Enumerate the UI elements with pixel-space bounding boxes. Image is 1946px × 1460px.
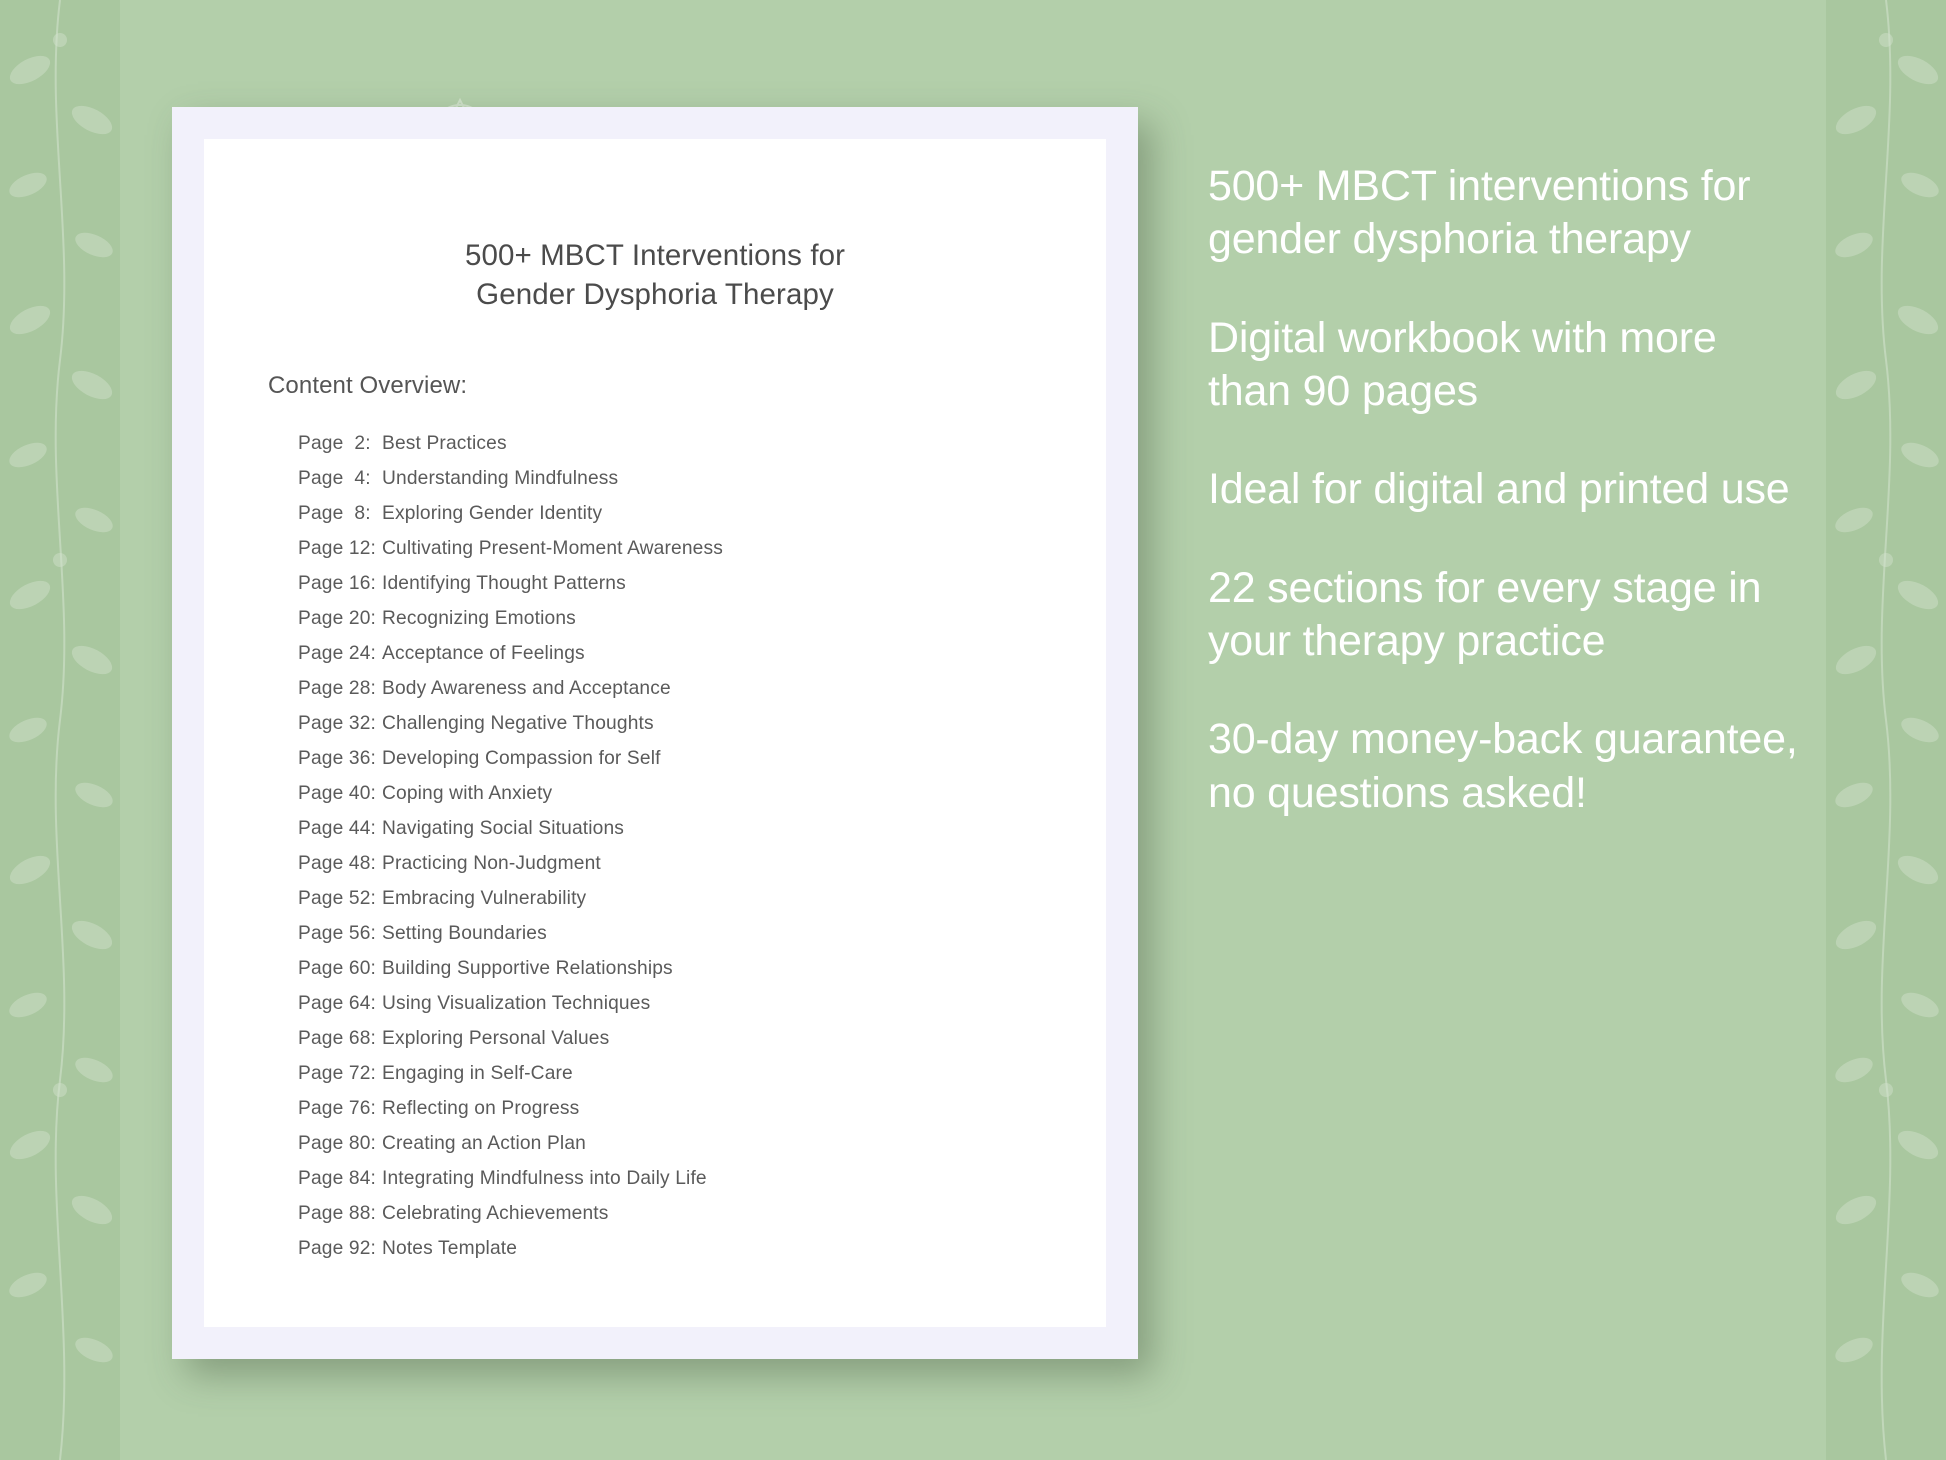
toc-row[interactable]	[298, 1196, 1050, 1231]
toc-entry-label: Body Awareness and Acceptance	[382, 678, 671, 700]
toc-entry-label: Embracing Vulnerability	[382, 887, 587, 909]
toc-page-number: Page 4:	[298, 468, 371, 490]
toc-row[interactable]	[298, 706, 1050, 741]
toc-page-number: Page 56:	[298, 922, 377, 944]
toc-page-number: Page 40:	[298, 783, 377, 805]
toc-row[interactable]	[298, 951, 1050, 986]
toc-entry-label: Practicing Non-Judgment	[382, 852, 601, 874]
toc-entry-label: Engaging in Self-Care	[382, 1062, 573, 1084]
toc-entry-label: Best Practices	[382, 433, 507, 455]
toc-row[interactable]	[298, 1126, 1050, 1161]
toc-row[interactable]	[298, 741, 1050, 776]
marketing-bullet: Ideal for digital and printed use	[1208, 465, 1790, 514]
page-title-line-2: Gender Dysphoria Therapy	[476, 277, 834, 311]
toc-page-number: Page 20:	[298, 608, 377, 630]
marketing-bullet: 500+ MBCT interventions for gender dysphoria therapy	[1208, 162, 1751, 264]
toc-page-number: Page 16:	[298, 573, 377, 595]
toc-entry-label: Creating an Action Plan	[382, 1132, 586, 1154]
toc-page-number: Page 52:	[298, 887, 377, 909]
toc-row[interactable]	[298, 461, 1050, 496]
marketing-bullet: 22 sections for every stage in your therapy practice	[1208, 563, 1762, 665]
toc-entry-label: Understanding Mindfulness	[382, 468, 619, 490]
toc-page-number: Page 60:	[298, 957, 377, 979]
toc-entry-label: Celebrating Achievements	[382, 1202, 609, 1224]
toc-entry-label: Challenging Negative Thoughts	[382, 713, 654, 735]
toc-page-number: Page 12:	[298, 538, 377, 560]
toc-entry-label: Notes Template	[382, 1237, 518, 1259]
toc-entry-label: Developing Compassion for Self	[382, 748, 661, 770]
toc-page-number: Page 48:	[298, 852, 377, 874]
toc-row[interactable]	[298, 671, 1050, 706]
table-of-contents	[298, 426, 1050, 1266]
toc-row[interactable]	[298, 881, 1050, 916]
toc-page-number: Page 32:	[298, 713, 377, 735]
toc-page-number: Page 76:	[298, 1097, 377, 1119]
toc-row[interactable]	[298, 426, 1050, 461]
toc-page-number: Page 36:	[298, 748, 377, 770]
toc-row[interactable]	[298, 1056, 1050, 1091]
marketing-bullet: 30-day money-back guarantee, no questions asked!	[1208, 715, 1798, 817]
toc-page-number: Page 64:	[298, 992, 377, 1014]
toc-page-number: Page 2:	[298, 433, 371, 455]
toc-entry-label: Identifying Thought Patterns	[382, 573, 626, 595]
page-title	[260, 237, 1050, 314]
marketing-copy	[1208, 160, 1808, 820]
toc-row[interactable]	[298, 1021, 1050, 1056]
floral-border-left	[0, 0, 120, 1460]
toc-row[interactable]	[298, 1231, 1050, 1266]
toc-row[interactable]	[298, 636, 1050, 671]
toc-row[interactable]	[298, 776, 1050, 811]
toc-entry-label: Cultivating Present-Moment Awareness	[382, 538, 723, 560]
toc-entry-label: Reflecting on Progress	[382, 1097, 580, 1119]
toc-page-number: Page 44:	[298, 818, 377, 839]
toc-row[interactable]	[298, 846, 1050, 881]
toc-entry-label: Setting Boundaries	[382, 922, 547, 944]
toc-page-number: Page 80:	[298, 1132, 377, 1154]
toc-row[interactable]	[298, 531, 1050, 566]
document-page	[204, 139, 1106, 1327]
toc-page-number: Page 68:	[298, 1027, 377, 1049]
toc-row[interactable]	[298, 811, 1050, 846]
toc-row[interactable]	[298, 986, 1050, 1021]
content-overview-heading: Content Overview:	[268, 372, 468, 400]
toc-row[interactable]	[298, 1161, 1050, 1196]
toc-entry-label: Coping with Anxiety	[382, 783, 553, 805]
toc-entry-label: Exploring Gender Identity	[382, 503, 603, 525]
document-preview[interactable]	[172, 107, 1138, 1359]
toc-row[interactable]	[298, 496, 1050, 531]
toc-page-number: Page 92:	[298, 1237, 377, 1259]
toc-page-number: Page 84:	[298, 1167, 377, 1189]
page-title-line-1: 500+ MBCT Interventions for	[464, 239, 846, 272]
toc-row[interactable]	[298, 916, 1050, 951]
toc-row[interactable]	[298, 601, 1050, 636]
toc-entry-label: Building Supportive Relationships	[382, 957, 673, 979]
toc-entry-label: Using Visualization Techniques	[382, 992, 651, 1014]
toc-entry-label: Integrating Mindfulness into Daily Life	[382, 1167, 707, 1189]
floral-border-right	[1826, 0, 1946, 1460]
toc-page-number: Page 72:	[298, 1062, 377, 1084]
toc-page-number: Page 8:	[298, 503, 371, 525]
toc-page-number: Page 28:	[298, 678, 377, 700]
toc-entry-label: Acceptance of Feelings	[382, 643, 585, 665]
toc-entry-label: Exploring Personal Values	[382, 1027, 610, 1049]
toc-page-number: Page 88:	[298, 1202, 377, 1224]
toc-row[interactable]	[298, 566, 1050, 601]
toc-entry-label: Recognizing Emotions	[382, 608, 576, 630]
marketing-bullet: Digital workbook with more than 90 pages	[1208, 313, 1717, 415]
toc-entry-label: Navigating Social Situations	[382, 818, 625, 839]
toc-page-number: Page 24:	[298, 643, 377, 665]
toc-row[interactable]	[298, 1091, 1050, 1126]
